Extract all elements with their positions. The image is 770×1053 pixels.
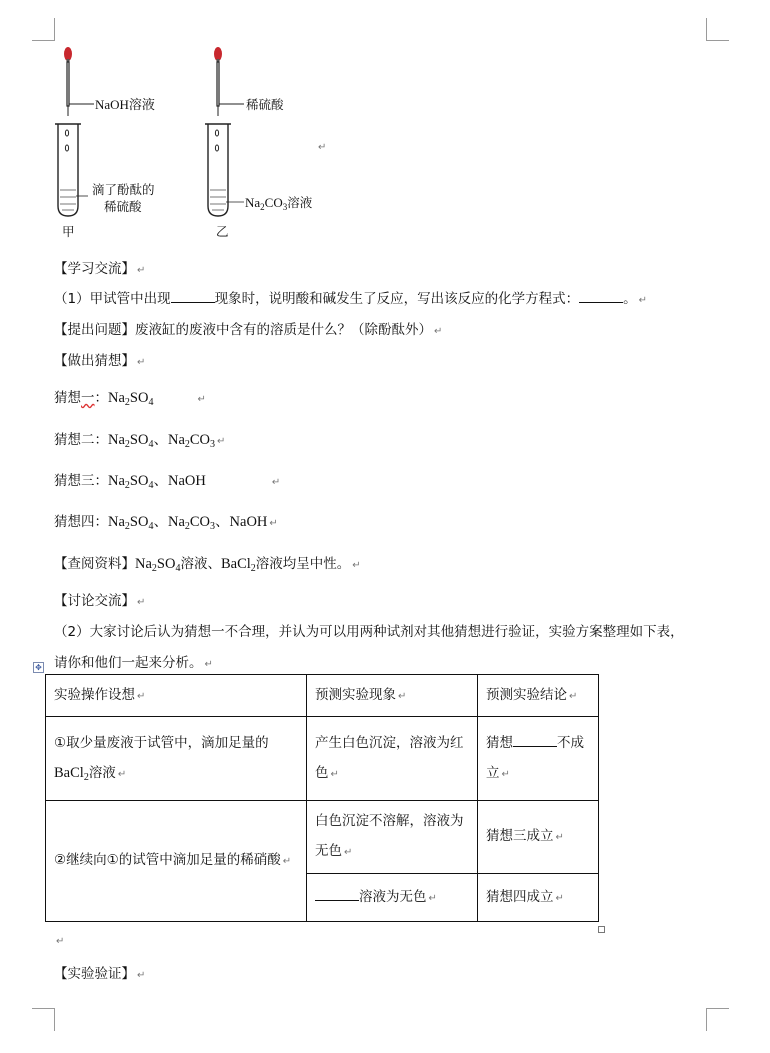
left-dropper-label: NaOH溶液 (95, 97, 155, 112)
left-liquid-label-2: 稀硫酸 (104, 199, 142, 214)
row2-operation: ②继续向①的试管中滴加足量的稀硝酸 ↵ (46, 801, 307, 922)
table-row (46, 801, 599, 874)
table-header-operation: 实验操作设想 ↵ (46, 675, 307, 717)
table-header-conclusion: 预测实验结论 ↵ (478, 675, 599, 717)
right-dropper-label: 稀硫酸 (246, 97, 284, 112)
question-1: （1）甲试管中出现 现象时，说明酸和碱发生了反应，写出该反应的化学方程式： 。 ↵ (54, 291, 647, 307)
table-move-handle-icon[interactable]: ✥ (33, 662, 44, 673)
left-dropper-icon (64, 47, 72, 116)
guess-1: 猜想一：$Na_2SO_4$ ↵ (54, 390, 206, 408)
reference-material: 【查阅资料】$Na_2SO_4$溶液、BaCl$_2$溶液均呈中性。 ↵ (54, 556, 361, 574)
row1-phenomenon: 产生白色沉淀，溶液为红 色 ↵ (307, 717, 478, 801)
answer-blank-1[interactable] (171, 290, 215, 303)
question-2-line-1: （2）大家讨论后认为猜想一不合理，并认为可以用两种试剂对其他猜想进行验证，实验方案整理如下表， (54, 624, 684, 640)
answer-blank-3[interactable] (513, 734, 557, 747)
table-header-row (46, 675, 599, 717)
left-liquid-label-1: 滴了酚酞的 (92, 182, 155, 197)
table-header-phenomenon: 预测实验现象 ↵ (307, 675, 478, 717)
right-dropper-icon (214, 47, 222, 116)
row1-conclusion: 猜想 不成 立 ↵ (478, 717, 599, 801)
row3-conclusion: 猜想四成立 ↵ (478, 874, 599, 922)
section-guess: 【做出猜想】 ↵ (54, 353, 146, 369)
guess-4: 猜想四：$Na_2SO_4$、$Na_2CO_3$、NaOH ↵ (54, 514, 278, 532)
guess-3: 猜想三：$Na_2SO_4$、NaOH ↵ (54, 473, 281, 491)
propose-question: 【提出问题】废液缸的废液中含有的溶质是什么？（除酚酞外） ↵ (54, 322, 443, 338)
row2-conclusion: 猜想三成立 ↵ (478, 801, 599, 874)
answer-blank-4[interactable] (315, 888, 359, 901)
left-test-tube-icon (55, 124, 81, 216)
guess-2: 猜想二：$Na_2SO_4$、$Na_2CO_3$ ↵ (54, 432, 226, 450)
page-corner-bottom-left (32, 1008, 55, 1031)
row1-operation: ①取少量废液于试管中，滴加足量的 BaCl$_2$溶液 ↵ (46, 717, 307, 801)
page-corner-top-right (706, 18, 729, 41)
question-2-line-2: 请你和他们一起来分析。 ↵ (54, 655, 213, 671)
section-learn: 【学习交流】 ↵ (54, 261, 146, 277)
row3-phenomenon: 溶液为无色 ↵ (307, 874, 478, 922)
figure-paragraph-mark: ↵ (318, 142, 327, 153)
experiment-table (45, 674, 599, 922)
section-discuss: 【讨论交流】 ↵ (54, 593, 146, 609)
answer-blank-2[interactable] (579, 290, 623, 303)
row2-phenomenon: 白色沉淀不溶解，溶液为 无色 ↵ (307, 801, 478, 874)
left-tube-caption: 甲 (62, 224, 75, 239)
table-row (46, 717, 599, 801)
section-verify: 【实验验证】 ↵ (54, 966, 146, 982)
test-tube-figure (52, 44, 332, 244)
page-corner-top-left (32, 18, 55, 41)
page-corner-bottom-right (706, 1008, 729, 1031)
table-resize-handle[interactable] (598, 926, 605, 933)
right-liquid-label: $Na_2CO_3$溶液 (245, 195, 313, 212)
right-tube-caption: 乙 (216, 224, 229, 239)
empty-paragraph: ↵ (56, 936, 65, 947)
